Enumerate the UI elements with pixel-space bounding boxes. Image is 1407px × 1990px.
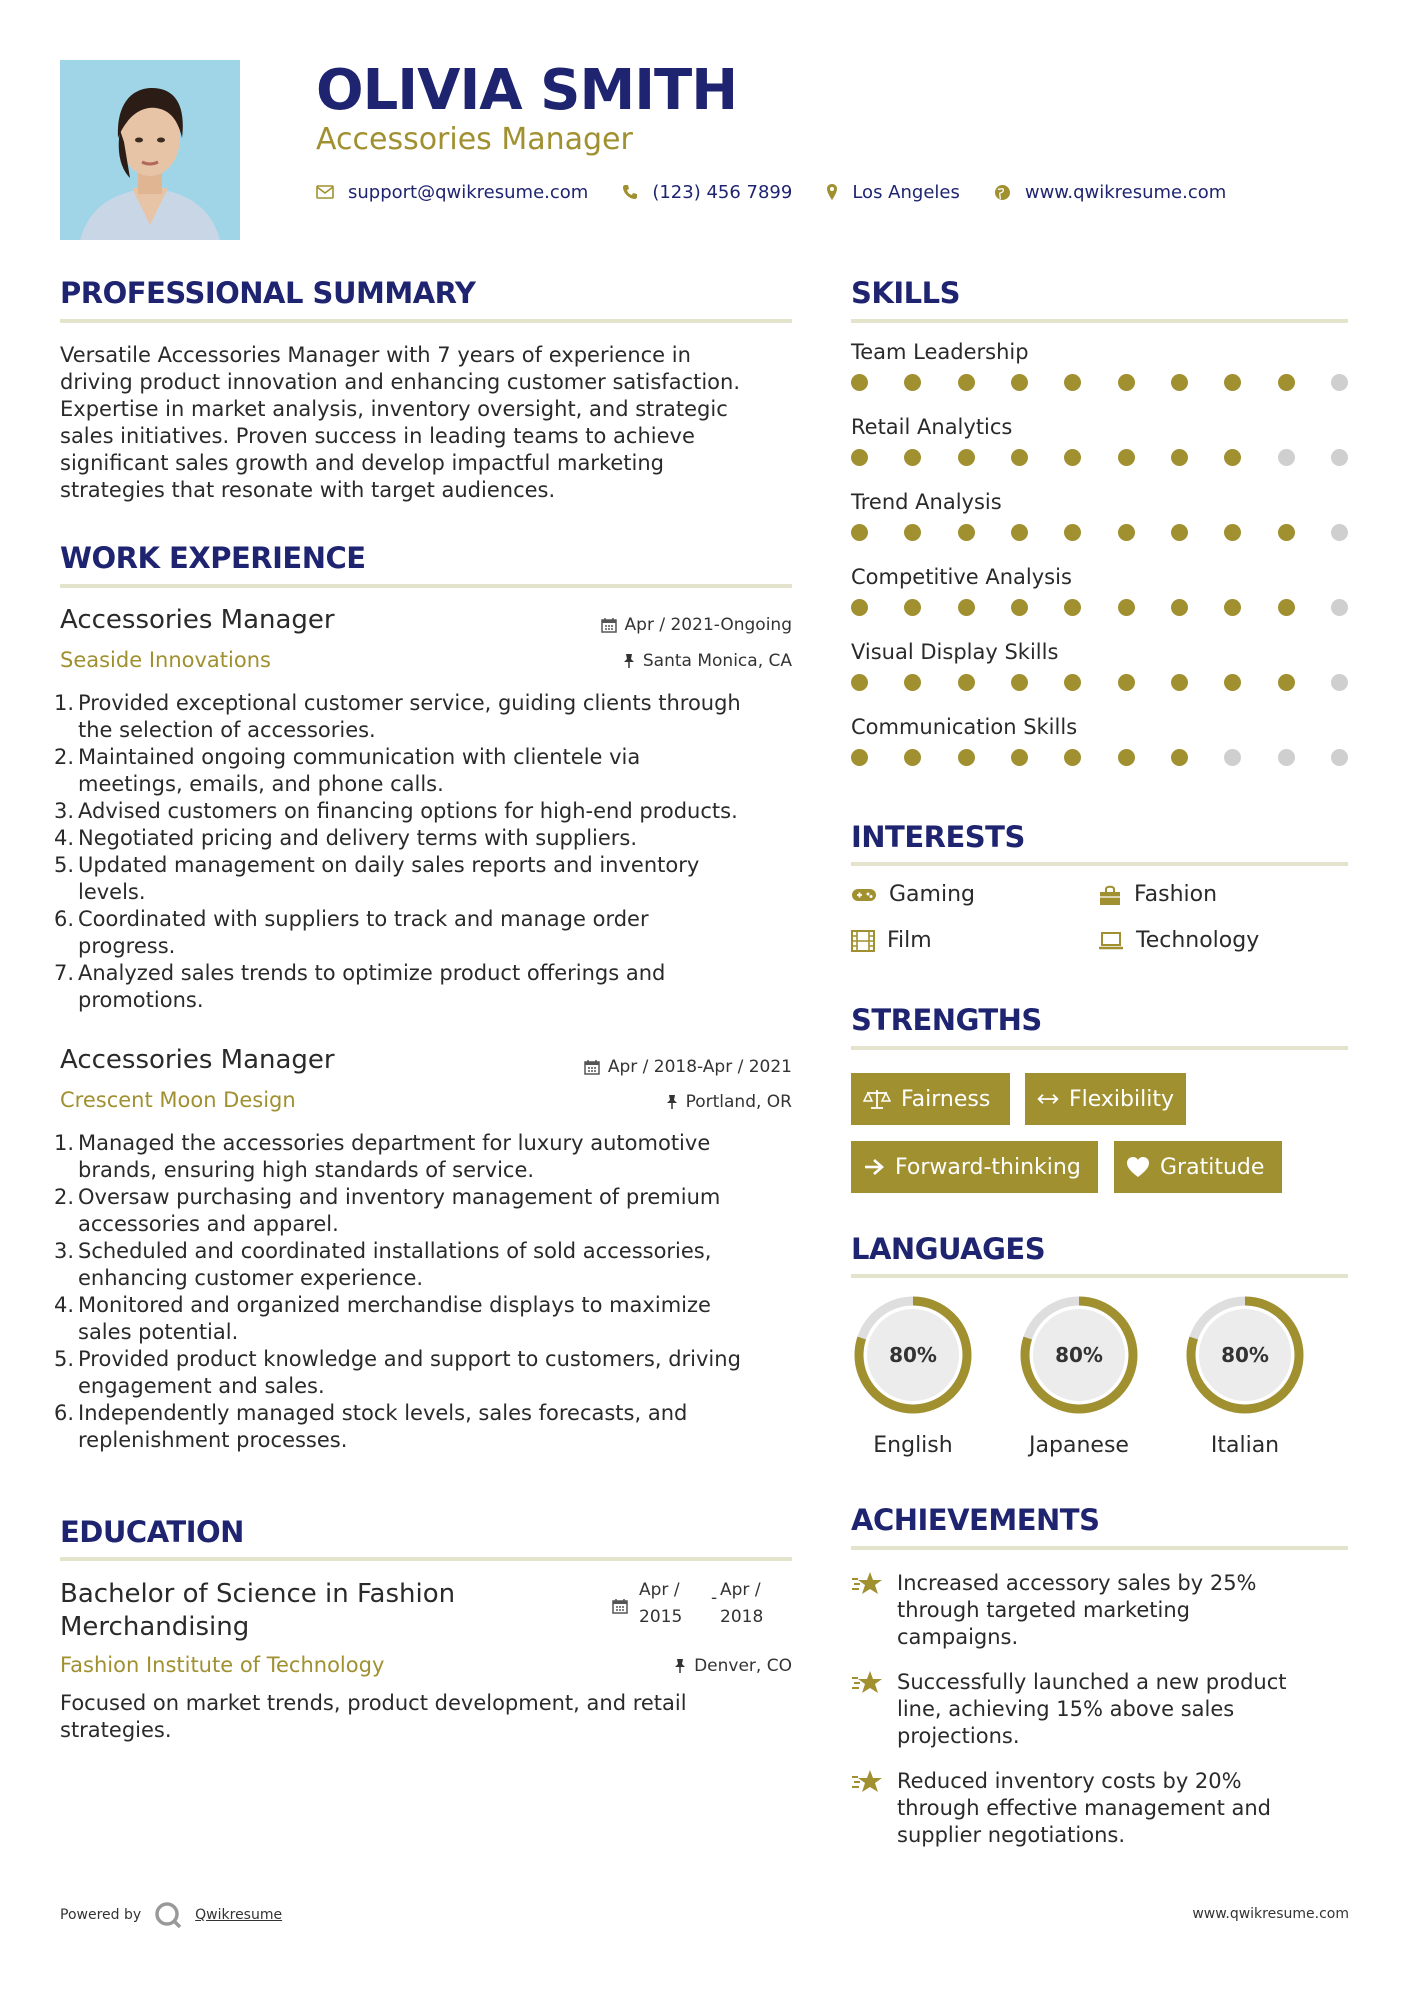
work-title: WORK EXPERIENCE bbox=[60, 541, 366, 575]
skill-item bbox=[851, 565, 1348, 616]
rating-dot-filled bbox=[851, 374, 868, 391]
rating-dot-filled bbox=[958, 674, 975, 691]
rating-dot-empty bbox=[1278, 449, 1295, 466]
rating-dot-filled bbox=[851, 599, 868, 616]
skill-item bbox=[851, 640, 1348, 691]
list-item: 1. Managed the accessories department for luxury automotive brands, ensuring high standards of service. bbox=[54, 1131, 711, 1182]
skill-rating bbox=[851, 749, 1348, 766]
rating-dot-filled bbox=[904, 749, 921, 766]
interest-film: Film bbox=[851, 928, 932, 953]
balance-scale-icon bbox=[863, 1088, 891, 1110]
language-item bbox=[848, 1293, 978, 1458]
donut-percent: 80% bbox=[889, 1343, 937, 1367]
skills-title: SKILLS bbox=[851, 276, 960, 310]
rating-dot-filled bbox=[1118, 449, 1135, 466]
footer-website[interactable]: www.qwikresume.com bbox=[1192, 1906, 1349, 1922]
list-item: 7. Analyzed sales trends to optimize product offerings and promotions. bbox=[54, 961, 666, 1012]
language-item bbox=[1180, 1293, 1310, 1458]
interest-fashion: Fashion bbox=[1098, 882, 1217, 907]
rating-dot-filled bbox=[1278, 674, 1295, 691]
rating-dot-filled bbox=[1118, 749, 1135, 766]
education-rule bbox=[60, 1557, 792, 1561]
job-location bbox=[623, 651, 792, 671]
skill-item bbox=[851, 415, 1348, 466]
arrow-right-icon bbox=[863, 1158, 885, 1176]
list-item: 3. Advised customers on financing options for high-end products. bbox=[54, 799, 738, 823]
rating-dot-empty bbox=[1331, 524, 1348, 541]
contact-email[interactable]: support@qwikresume.com bbox=[348, 181, 589, 203]
rating-dot-filled bbox=[1224, 599, 1241, 616]
envelope-icon bbox=[316, 185, 334, 199]
strength-gratitude: Gratitude bbox=[1114, 1141, 1282, 1193]
rating-dot-filled bbox=[1278, 524, 1295, 541]
list-item: 3. Scheduled and coordinated installations of sold accessories, enhancing customer experience. bbox=[54, 1239, 712, 1290]
job-bullets bbox=[54, 1130, 792, 1454]
rating-dot-empty bbox=[1331, 599, 1348, 616]
rating-dot-filled bbox=[1171, 524, 1188, 541]
rating-dot-filled bbox=[958, 449, 975, 466]
education-location bbox=[674, 1656, 792, 1676]
rating-dot-empty bbox=[1278, 749, 1295, 766]
language-name: Italian bbox=[1210, 1433, 1280, 1458]
pushpin-icon bbox=[666, 1094, 678, 1110]
star-badge-icon bbox=[851, 1669, 883, 1697]
contact-location: Los Angeles bbox=[852, 181, 960, 203]
strength-forward-thinking: Forward-thinking bbox=[851, 1141, 1098, 1193]
rating-dot-filled bbox=[904, 449, 921, 466]
skill-rating bbox=[851, 524, 1348, 541]
summary-line: significant sales growth and develop impactful marketing bbox=[60, 451, 664, 475]
skill-name: Visual Display Skills bbox=[851, 640, 1059, 664]
job-company: Crescent Moon Design bbox=[60, 1088, 296, 1112]
rating-dot-filled bbox=[958, 749, 975, 766]
list-item: 4. Negotiated pricing and delivery terms with suppliers. bbox=[54, 826, 638, 850]
achievement-item: Successfully launched a new product line, achieving 15% above sales projections. bbox=[851, 1669, 1348, 1750]
list-item: 1. Provided exceptional customer service, guiding clients through the selection of accessories. bbox=[54, 691, 741, 742]
job-location-text: Portland, OR bbox=[685, 1092, 792, 1112]
job-date bbox=[601, 615, 792, 635]
language-name: English bbox=[873, 1433, 953, 1458]
achievements-title: ACHIEVEMENTS bbox=[851, 1503, 1100, 1537]
summary-line: driving product innovation and enhancing customer satisfaction. bbox=[60, 370, 741, 394]
rating-dot-filled bbox=[851, 749, 868, 766]
skill-name: Trend Analysis bbox=[851, 490, 1002, 514]
qwikresume-logo-icon bbox=[153, 1900, 183, 1930]
map-pin-icon bbox=[826, 183, 838, 201]
skill-rating bbox=[851, 374, 1348, 391]
job-location bbox=[666, 1092, 792, 1112]
education-school: Fashion Institute of Technology bbox=[60, 1653, 385, 1677]
languages-list bbox=[851, 1293, 1348, 1463]
rating-dot-filled bbox=[1064, 749, 1081, 766]
strength-flexibility: Flexibility bbox=[1025, 1073, 1186, 1125]
education-date: Apr / 2015 - Apr / 2018 bbox=[612, 1580, 792, 1630]
achievements-rule bbox=[851, 1546, 1348, 1550]
rating-dot-filled bbox=[1064, 374, 1081, 391]
pushpin-icon bbox=[674, 1658, 686, 1674]
job-company: Seaside Innovations bbox=[60, 648, 271, 672]
rating-dot-filled bbox=[1171, 374, 1188, 391]
skill-name: Communication Skills bbox=[851, 715, 1078, 739]
rating-dot-empty bbox=[1331, 674, 1348, 691]
job-date-text: Apr / 2021-Ongoing bbox=[624, 615, 792, 635]
list-item: 5. Updated management on daily sales reports and inventory levels. bbox=[54, 853, 700, 904]
rating-dot-empty bbox=[1331, 749, 1348, 766]
rating-dot-filled bbox=[851, 524, 868, 541]
achievement-item: Reduced inventory costs by 20% through effective management and supplier negotiations. bbox=[851, 1768, 1348, 1849]
skill-rating bbox=[851, 449, 1348, 466]
skill-name: Competitive Analysis bbox=[851, 565, 1072, 589]
skill-item bbox=[851, 715, 1348, 766]
interest-technology: Technology bbox=[1098, 928, 1259, 953]
rating-dot-filled bbox=[904, 599, 921, 616]
contact-phone[interactable]: (123) 456 7899 bbox=[652, 181, 793, 203]
strengths-rule bbox=[851, 1046, 1348, 1050]
rating-dot-filled bbox=[1064, 524, 1081, 541]
rating-dot-filled bbox=[1118, 674, 1135, 691]
rating-dot-empty bbox=[1224, 749, 1241, 766]
rating-dot-filled bbox=[958, 524, 975, 541]
rating-dot-filled bbox=[1278, 374, 1295, 391]
summary-text bbox=[60, 342, 792, 504]
rating-dot-filled bbox=[904, 524, 921, 541]
rating-dot-filled bbox=[1011, 524, 1028, 541]
summary-title: PROFESSIONAL SUMMARY bbox=[60, 276, 476, 310]
interests-rule bbox=[851, 862, 1348, 866]
skill-item bbox=[851, 490, 1348, 541]
bag-icon bbox=[1098, 884, 1122, 906]
rating-dot-filled bbox=[1118, 599, 1135, 616]
rating-dot-empty bbox=[1331, 449, 1348, 466]
calendar-icon bbox=[584, 1059, 600, 1075]
film-icon bbox=[851, 930, 875, 952]
rating-dot-filled bbox=[1171, 674, 1188, 691]
list-item: 2. Maintained ongoing communication with clientele via meetings, emails, and phone calls. bbox=[54, 745, 641, 796]
star-badge-icon bbox=[851, 1768, 883, 1796]
summary-rule bbox=[60, 319, 792, 323]
rating-dot-filled bbox=[1171, 449, 1188, 466]
arrows-horizontal-icon bbox=[1037, 1092, 1059, 1106]
rating-dot-filled bbox=[1064, 674, 1081, 691]
rating-dot-filled bbox=[1224, 524, 1241, 541]
language-donut bbox=[1017, 1293, 1141, 1417]
footer-brand-link[interactable]: Qwikresume bbox=[195, 1907, 283, 1923]
rating-dot-filled bbox=[904, 374, 921, 391]
heart-icon bbox=[1126, 1156, 1150, 1178]
achievement-item: Increased accessory sales by 25% through targeted marketing campaigns. bbox=[851, 1570, 1348, 1651]
rating-dot-filled bbox=[1224, 449, 1241, 466]
donut-percent: 80% bbox=[1221, 1343, 1269, 1367]
rating-dot-filled bbox=[1011, 599, 1028, 616]
rating-dot-filled bbox=[851, 449, 868, 466]
languages-title: LANGUAGES bbox=[851, 1232, 1046, 1266]
education-description: Focused on market trends, product development, and retail strategies. bbox=[60, 1691, 687, 1742]
globe-icon bbox=[994, 184, 1011, 201]
rating-dot-filled bbox=[1011, 674, 1028, 691]
skill-item bbox=[851, 340, 1348, 391]
phone-icon bbox=[622, 184, 638, 200]
candidate-name: OLIVIA SMITH bbox=[316, 58, 738, 123]
work-rule bbox=[60, 584, 792, 588]
summary-line: Expertise in market analysis, inventory oversight, and strategic bbox=[60, 397, 728, 421]
education-location-text: Denver, CO bbox=[694, 1656, 792, 1676]
rating-dot-filled bbox=[1224, 374, 1241, 391]
language-name: Japanese bbox=[1029, 1433, 1129, 1458]
rating-dot-filled bbox=[1224, 674, 1241, 691]
list-item: 5. Provided product knowledge and support to customers, driving engagement and sales. bbox=[54, 1347, 741, 1398]
degree-title: Bachelor of Science in Fashion Merchandising bbox=[60, 1579, 456, 1642]
skill-rating bbox=[851, 599, 1348, 616]
pushpin-icon bbox=[623, 653, 635, 669]
strength-fairness: Fairness bbox=[851, 1073, 1010, 1125]
rating-dot-filled bbox=[958, 599, 975, 616]
gamepad-icon bbox=[851, 887, 877, 903]
job-bullets bbox=[54, 690, 792, 1014]
rating-dot-filled bbox=[851, 674, 868, 691]
summary-line: Versatile Accessories Manager with 7 years of experience in bbox=[60, 343, 691, 367]
interest-gaming: Gaming bbox=[851, 882, 975, 907]
rating-dot-filled bbox=[1064, 449, 1081, 466]
calendar-icon bbox=[612, 1598, 628, 1614]
star-badge-icon bbox=[851, 1570, 883, 1598]
job-location-text: Santa Monica, CA bbox=[642, 651, 792, 671]
job-title: Accessories Manager bbox=[60, 605, 335, 635]
contact-website[interactable]: www.qwikresume.com bbox=[1024, 181, 1227, 203]
list-item: 6. Independently managed stock levels, sales forecasts, and replenishment processes. bbox=[54, 1401, 688, 1452]
list-item: 6. Coordinated with suppliers to track and manage order progress. bbox=[54, 907, 649, 958]
job-title: Accessories Manager bbox=[60, 1045, 335, 1075]
skill-rating bbox=[851, 674, 1348, 691]
language-donut bbox=[1183, 1293, 1307, 1417]
job-date bbox=[584, 1057, 792, 1077]
skills-rule bbox=[851, 319, 1348, 323]
language-item bbox=[1014, 1293, 1144, 1458]
candidate-role: Accessories Manager bbox=[316, 122, 633, 157]
profile-photo bbox=[60, 60, 240, 240]
list-item: 4. Monitored and organized merchandise displays to maximize sales potential. bbox=[54, 1293, 711, 1344]
summary-line: sales initiatives. Proven success in leading teams to achieve bbox=[60, 424, 695, 448]
interests-title: INTERESTS bbox=[851, 820, 1025, 854]
calendar-icon bbox=[601, 617, 617, 633]
rating-dot-filled bbox=[1011, 374, 1028, 391]
strengths-title: STRENGTHS bbox=[851, 1003, 1042, 1037]
laptop-icon bbox=[1098, 931, 1124, 951]
rating-dot-filled bbox=[1064, 599, 1081, 616]
rating-dot-filled bbox=[1011, 449, 1028, 466]
rating-dot-filled bbox=[1118, 374, 1135, 391]
rating-dot-filled bbox=[904, 674, 921, 691]
rating-dot-filled bbox=[1171, 749, 1188, 766]
skill-name: Team Leadership bbox=[851, 340, 1029, 364]
footer-powered: Powered by Qwikresume bbox=[60, 1900, 282, 1930]
job-date-text: Apr / 2018-Apr / 2021 bbox=[607, 1057, 792, 1077]
donut-percent: 80% bbox=[1055, 1343, 1103, 1367]
rating-dot-filled bbox=[1171, 599, 1188, 616]
rating-dot-filled bbox=[958, 374, 975, 391]
summary-line: strategies that resonate with target audiences. bbox=[60, 478, 556, 502]
rating-dot-filled bbox=[1278, 599, 1295, 616]
rating-dot-filled bbox=[1011, 749, 1028, 766]
language-donut bbox=[851, 1293, 975, 1417]
list-item: 2. Oversaw purchasing and inventory management of premium accessories and apparel. bbox=[54, 1185, 721, 1236]
education-title: EDUCATION bbox=[60, 1515, 244, 1549]
rating-dot-empty bbox=[1331, 374, 1348, 391]
skill-name: Retail Analytics bbox=[851, 415, 1013, 439]
rating-dot-filled bbox=[1118, 524, 1135, 541]
languages-rule bbox=[851, 1274, 1348, 1278]
contact-bar bbox=[316, 178, 1226, 206]
